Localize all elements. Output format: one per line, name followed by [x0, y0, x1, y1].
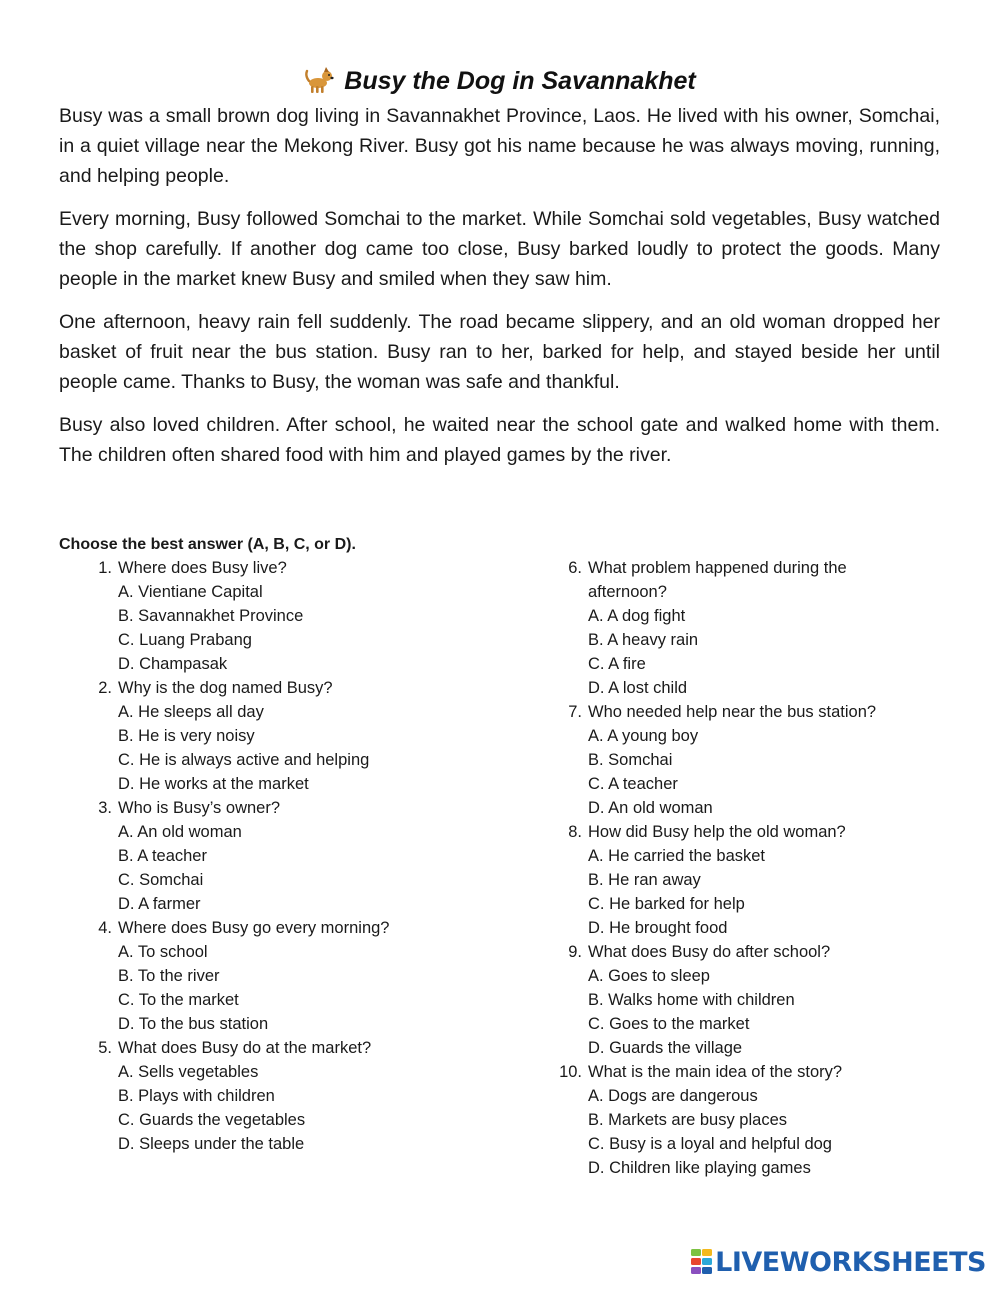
answer-option[interactable]: D. He brought food [588, 919, 728, 937]
instructions: Choose the best answer (A, B, C, or D). [59, 536, 356, 553]
answer-option[interactable]: D. An old woman [588, 799, 713, 817]
answer-option[interactable]: A. Goes to sleep [588, 967, 710, 985]
answer-option[interactable]: D. A lost child [588, 679, 688, 697]
answer-option[interactable]: D. Sleeps under the table [118, 1135, 305, 1153]
answer-option[interactable]: A. He carried the basket [588, 847, 766, 865]
questions-left-column [86, 556, 486, 1156]
question-text: What is the main idea of the story? [588, 1063, 843, 1081]
answer-option[interactable]: D. A farmer [118, 895, 201, 913]
story-paragraph: Busy was a small brown dog living in Savannakhet Province, Laos. He lived with his owner, Somchai, in a quiet village near the Mekong River. Busy got his name because he was always moving, running, and helping people. [59, 105, 940, 187]
logo-text: LIVEWORKSHEETS [715, 1246, 986, 1278]
question-number: 6. [568, 559, 582, 577]
question-3 [86, 796, 486, 916]
question-text: What problem happened during the afternoon? [588, 559, 847, 601]
answer-option[interactable]: D. He works at the market [118, 775, 309, 793]
question-number: 2. [98, 679, 112, 697]
answer-option[interactable]: B. Savannakhet Province [118, 607, 304, 625]
answer-option[interactable]: C. Goes to the market [588, 1015, 750, 1033]
question-number: 5. [98, 1039, 112, 1057]
question-text: Who needed help near the bus station? [588, 703, 877, 721]
question-text: What does Busy do at the market? [118, 1039, 372, 1057]
question-text: What does Busy do after school? [588, 943, 831, 961]
question-number: 4. [98, 919, 112, 937]
question-number: 10. [559, 1063, 582, 1081]
answer-option[interactable]: C. A teacher [588, 775, 678, 793]
question-text: How did Busy help the old woman? [588, 823, 846, 841]
dog-icon [304, 66, 334, 94]
question-5 [86, 1036, 486, 1156]
answer-option[interactable]: C. To the market [118, 991, 239, 1009]
answer-option[interactable]: D. Children like playing games [588, 1159, 811, 1177]
question-7 [556, 700, 916, 820]
answer-option[interactable]: C. Somchai [118, 871, 204, 889]
answer-option[interactable]: C. He barked for help [588, 895, 745, 913]
story-paragraph: One afternoon, heavy rain fell suddenly. The road became slippery, and an old woman dropped her basket of fruit near the bus station. Busy ran to her, barked for help, and stayed beside her until people came. Thanks to Busy, the woman was safe and thankful. [59, 311, 940, 393]
question-1 [86, 556, 486, 676]
answer-option[interactable]: B. A heavy rain [588, 631, 699, 649]
answer-option[interactable]: C. Guards the vegetables [118, 1111, 306, 1129]
question-text: Why is the dog named Busy? [118, 679, 333, 697]
question-number: 8. [568, 823, 582, 841]
question-9 [556, 940, 916, 1060]
answer-option[interactable]: D. Champasak [118, 655, 228, 673]
answer-option[interactable]: B. Walks home with children [588, 991, 795, 1009]
question-8 [556, 820, 916, 940]
question-2 [86, 676, 486, 796]
answer-option[interactable]: D. To the bus station [118, 1015, 269, 1033]
page-title [0, 64, 1000, 98]
answer-option[interactable]: B. Plays with children [118, 1087, 275, 1105]
answer-option[interactable]: A. Sells vegetables [118, 1063, 259, 1081]
answer-option[interactable]: B. Somchai [588, 751, 673, 769]
question-number: 3. [98, 799, 112, 817]
question-text: Who is Busy’s owner? [118, 799, 281, 817]
story-text [59, 101, 940, 483]
question-number: 9. [568, 943, 582, 961]
answer-option[interactable]: B. A teacher [118, 847, 207, 865]
answer-option[interactable]: C. A fire [588, 655, 646, 673]
question-text: Where does Busy go every morning? [118, 919, 390, 937]
answer-option[interactable]: C. Busy is a loyal and helpful dog [588, 1135, 832, 1153]
liveworksheets-logo-icon [691, 1249, 713, 1275]
answer-option[interactable]: A. A dog fight [588, 607, 686, 625]
question-10 [556, 1060, 916, 1180]
liveworksheets-logo[interactable] [691, 1246, 986, 1278]
story-paragraph: Every morning, Busy followed Somchai to the market. While Somchai sold vegetables, Busy watched the shop carefully. If another dog came too close, Busy barked loudly to protect the goods. Many people in the market knew Busy and smiled when they saw him. [59, 208, 940, 290]
answer-option[interactable]: B. He is very noisy [118, 727, 255, 745]
question-number: 7. [568, 703, 582, 721]
question-6 [556, 556, 916, 700]
title-text: Busy the Dog in Savannakhet [344, 67, 696, 95]
answer-option[interactable]: A. A young boy [588, 727, 699, 745]
answer-option[interactable]: B. He ran away [588, 871, 701, 889]
answer-option[interactable]: A. An old woman [118, 823, 242, 841]
answer-option[interactable]: B. To the river [118, 967, 220, 985]
answer-option[interactable]: D. Guards the village [588, 1039, 743, 1057]
question-text: Where does Busy live? [118, 559, 287, 577]
answer-option[interactable]: C. He is always active and helping [118, 751, 370, 769]
question-4 [86, 916, 486, 1036]
answer-option[interactable]: B. Markets are busy places [588, 1111, 787, 1129]
answer-option[interactable]: A. He sleeps all day [118, 703, 264, 721]
story-paragraph: Busy also loved children. After school, he waited near the school gate and walked home with them. The children often shared food with him and played games by the river. [59, 414, 940, 466]
answer-option[interactable]: A. Dogs are dangerous [588, 1087, 758, 1105]
answer-option[interactable]: C. Luang Prabang [118, 631, 252, 649]
answer-option[interactable]: A. Vientiane Capital [118, 583, 263, 601]
questions-right-column [556, 556, 916, 1180]
answer-option[interactable]: A. To school [118, 943, 208, 961]
question-number: 1. [98, 559, 112, 577]
